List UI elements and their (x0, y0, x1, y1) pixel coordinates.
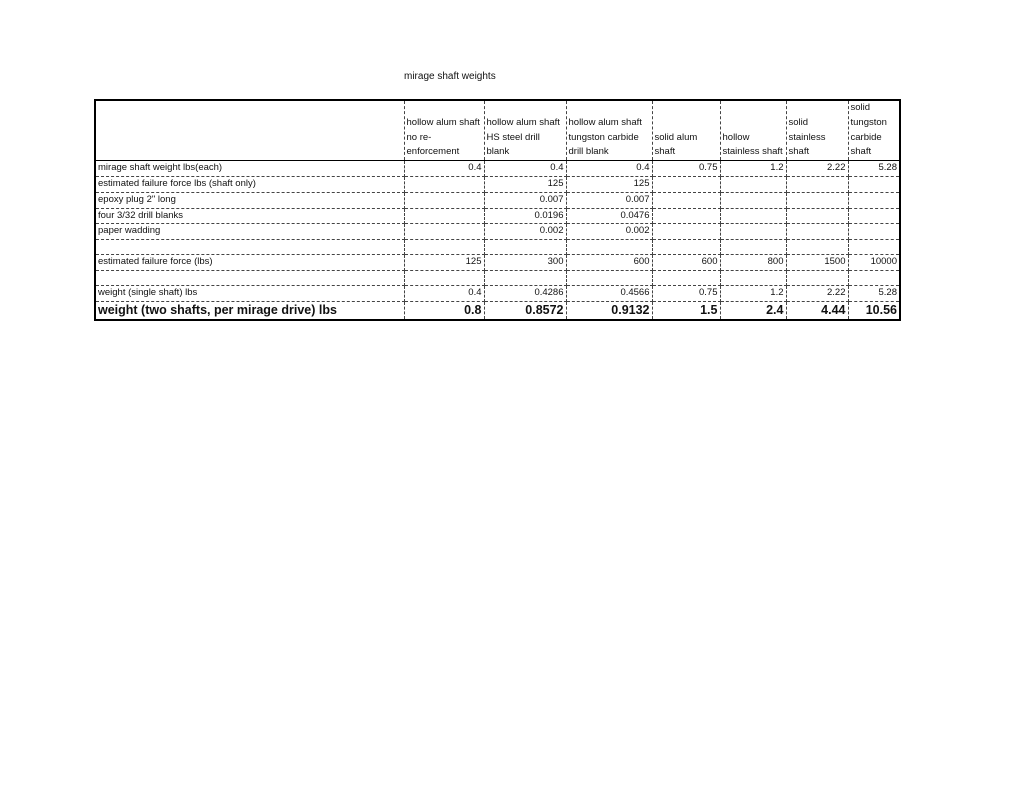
table-cell (720, 240, 786, 255)
table-cell (720, 224, 786, 240)
table-cell: 2.22 (786, 285, 848, 301)
table-cell: 600 (566, 255, 652, 271)
table-cell (848, 176, 900, 192)
table-cell (720, 270, 786, 285)
table-cell (786, 240, 848, 255)
table-cell (786, 224, 848, 240)
row-label: paper wadding (95, 224, 404, 240)
table-cell: 0.4 (484, 161, 566, 177)
total-cell: 1.5 (652, 301, 720, 320)
row-label: estimated failure force lbs (shaft only) (95, 176, 404, 192)
table-cell: 0.002 (566, 224, 652, 240)
table-cell: 125 (484, 176, 566, 192)
table-cell: 0.4 (404, 285, 484, 301)
column-header-hollow-alum-tungsten-carbide: hollow alum shaft tungston carbide drill blank (566, 100, 652, 161)
total-row-label: weight (two shafts, per mirage drive) lbs (95, 301, 404, 320)
table-cell (786, 208, 848, 224)
column-header-solid-tungsten-carbide: solid tungston carbide shaft (848, 100, 900, 161)
table-cell: 0.0196 (484, 208, 566, 224)
table-cell: 125 (404, 255, 484, 271)
table-cell: 1.2 (720, 285, 786, 301)
table-cell (848, 208, 900, 224)
spreadsheet-table (94, 99, 901, 321)
table-cell: 0.002 (484, 224, 566, 240)
row-label: mirage shaft weight lbs(each) (95, 161, 404, 177)
table-cell (566, 240, 652, 255)
total-cell: 0.8 (404, 301, 484, 320)
table-row-blank (95, 270, 900, 285)
row-label: epoxy plug 2" long (95, 192, 404, 208)
table-cell (848, 240, 900, 255)
table-cell: 1.2 (720, 161, 786, 177)
table-cell (786, 176, 848, 192)
table-cell (404, 240, 484, 255)
table-cell: 0.4 (404, 161, 484, 177)
table-cell: 125 (566, 176, 652, 192)
table-cell (848, 270, 900, 285)
page-title: mirage shaft weights (404, 71, 496, 82)
table-cell: 0.75 (652, 285, 720, 301)
column-header-hollow-alum-hs-steel: hollow alum shaft HS steel drill blank (484, 100, 566, 161)
table-cell: 5.28 (848, 161, 900, 177)
table-cell: 0.4 (566, 161, 652, 177)
table-row (95, 208, 900, 224)
table-cell (652, 176, 720, 192)
table-row (95, 161, 900, 177)
column-header-hollow-stainless: hollow stainless shaft (720, 100, 786, 161)
total-cell: 0.9132 (566, 301, 652, 320)
table-cell: 300 (484, 255, 566, 271)
table-cell: 800 (720, 255, 786, 271)
row-label: weight (single shaft) lbs (95, 285, 404, 301)
header-row (95, 100, 900, 161)
table-cell (404, 208, 484, 224)
column-header-hollow-alum-no-reinforcement: hollow alum shaft no re-enforcement (404, 100, 484, 161)
table-cell: 600 (652, 255, 720, 271)
column-header-solid-alum: solid alum shaft (652, 100, 720, 161)
table-cell: 0.4286 (484, 285, 566, 301)
table-cell: 5.28 (848, 285, 900, 301)
table-row (95, 285, 900, 301)
total-cell: 0.8572 (484, 301, 566, 320)
table-row (95, 255, 900, 271)
table-cell: 10000 (848, 255, 900, 271)
table-cell (720, 192, 786, 208)
table-cell (652, 240, 720, 255)
table-row (95, 192, 900, 208)
table-cell (848, 192, 900, 208)
table-cell: 2.22 (786, 161, 848, 177)
table-cell (404, 192, 484, 208)
table-cell (720, 208, 786, 224)
table-cell (848, 224, 900, 240)
table-cell: 1500 (786, 255, 848, 271)
table-cell (652, 192, 720, 208)
table-row-blank (95, 240, 900, 255)
row-label (95, 240, 404, 255)
row-label: four 3/32 drill blanks (95, 208, 404, 224)
table-cell (786, 192, 848, 208)
row-label (95, 270, 404, 285)
column-header-solid-stainless: solid stainless shaft (786, 100, 848, 161)
table-cell: 0.007 (566, 192, 652, 208)
table-cell (484, 240, 566, 255)
table-cell (786, 270, 848, 285)
table-cell (404, 224, 484, 240)
total-cell: 4.44 (786, 301, 848, 320)
table-cell (484, 270, 566, 285)
table-cell (566, 270, 652, 285)
table-cell (652, 224, 720, 240)
total-row (95, 301, 900, 320)
table-cell: 0.75 (652, 161, 720, 177)
table-cell (720, 176, 786, 192)
total-cell: 10.56 (848, 301, 900, 320)
column-header-label (95, 100, 404, 161)
table-cell: 0.007 (484, 192, 566, 208)
table-cell (652, 208, 720, 224)
table-cell: 0.4566 (566, 285, 652, 301)
table-cell (404, 176, 484, 192)
table-cell (404, 270, 484, 285)
table-row (95, 224, 900, 240)
table-cell: 0.0476 (566, 208, 652, 224)
row-label: estimated failure force (lbs) (95, 255, 404, 271)
table-cell (652, 270, 720, 285)
table-row (95, 176, 900, 192)
total-cell: 2.4 (720, 301, 786, 320)
